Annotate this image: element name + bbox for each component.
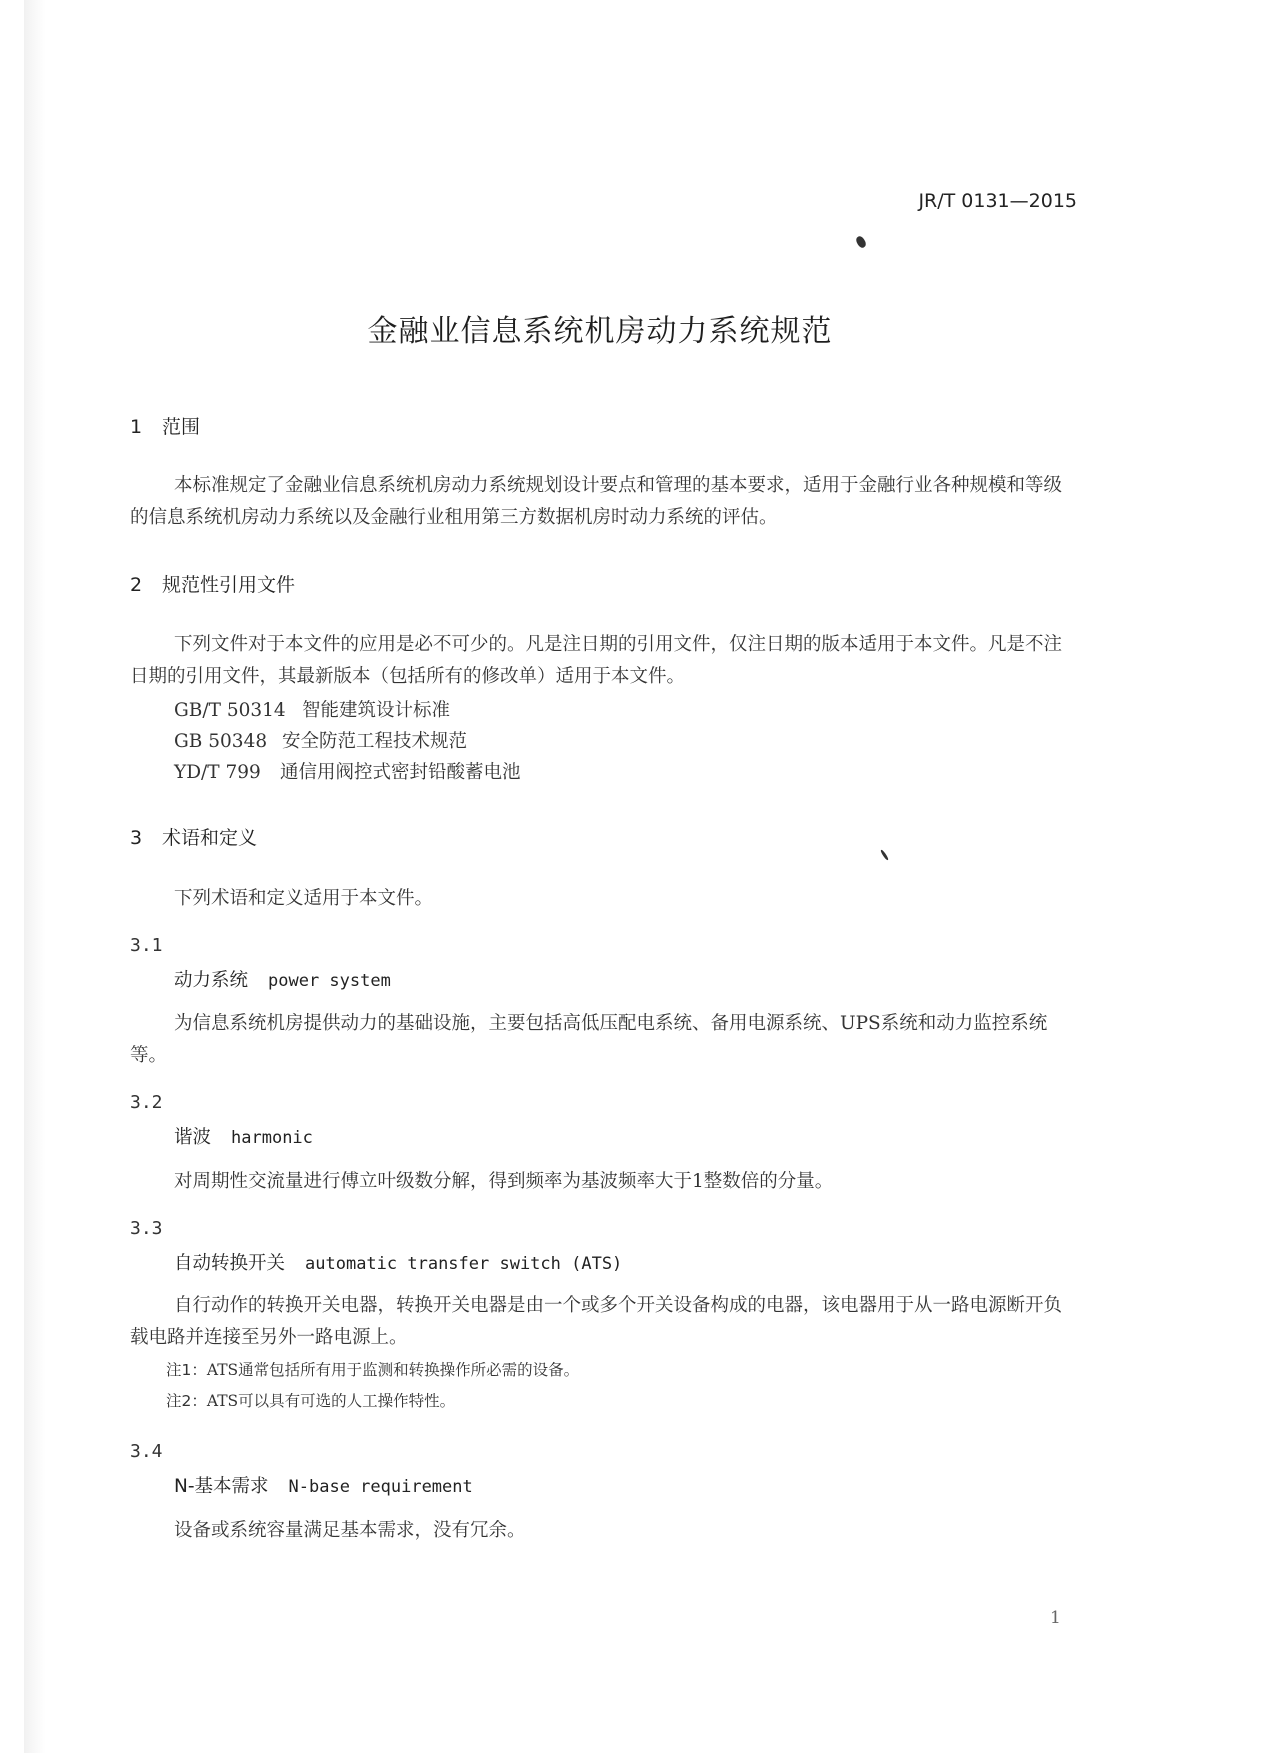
section-heading-terms: [130, 823, 257, 850]
term-definition: 设备或系统容量满足基本需求，没有冗余。: [174, 1520, 526, 1541]
reference-code: GB 50348: [174, 731, 268, 752]
term-definition: 自行动作的转换开关电器，转换开关电器是由一个或多个开关设备构成的电器，该电器用于从一路电源断开负载电路并连接至另外一路电源上。: [130, 1295, 1063, 1348]
standard-number: JR/T 0131—2015: [918, 190, 1077, 212]
scan-shadow: [24, 0, 46, 1753]
page-number: 1: [1050, 1608, 1061, 1628]
note-text: ATS可以具有可选的人工操作特性。: [206, 1392, 456, 1410]
section-title: 规范性引用文件: [162, 574, 296, 596]
term-definition: 对周期性交流量进行傅立叶级数分解，得到频率为基波频率大于1整数倍的分量。: [174, 1171, 834, 1192]
term-entry: [174, 1249, 622, 1275]
section-title: 术语和定义: [162, 827, 258, 849]
scope-paragraph: 本标准规定了金融业信息系统机房动力系统规划设计要点和管理的基本要求，适用于金融行业各种规模和等级的信息系统机房动力系统以及金融行业租用第三方数据机房时动力系统的评估。: [130, 475, 1063, 528]
term-number: 3.2: [130, 1092, 163, 1113]
reference-item: [174, 758, 521, 784]
term-number: 3.3: [130, 1218, 163, 1239]
document-title: 金融业信息系统机房动力系统规范: [367, 314, 833, 349]
term-english: automatic transfer switch (ATS): [305, 1254, 623, 1274]
term-chinese: 动力系统: [174, 970, 249, 991]
note-label: 注1：: [166, 1361, 207, 1379]
reference-name: 安全防范工程技术规范: [282, 731, 468, 752]
reference-item: [174, 696, 450, 722]
section-heading-scope: [130, 412, 200, 439]
term-chinese: N-基本需求: [174, 1476, 269, 1497]
reference-code: YD/T 799: [174, 762, 261, 783]
term-english: N-base requirement: [288, 1477, 473, 1497]
terms-intro: 下列术语和定义适用于本文件。: [174, 888, 434, 909]
term-number: 3.1: [130, 935, 163, 956]
section-title: 范围: [162, 416, 201, 438]
reference-item: [174, 727, 467, 753]
term-note: [166, 1389, 455, 1411]
term-chinese: 自动转换开关: [174, 1253, 286, 1274]
note-label: 注2：: [166, 1392, 207, 1410]
note-text: ATS通常包括所有用于监测和转换操作所必需的设备。: [206, 1361, 580, 1379]
section-heading-normative-references: [130, 570, 295, 597]
term-chinese: 谐波: [174, 1127, 212, 1148]
term-number: 3.4: [130, 1441, 163, 1462]
section-number: 1: [130, 416, 143, 438]
term-english: power system: [268, 971, 391, 991]
references-paragraph: 下列文件对于本文件的应用是必不可少的。凡是注日期的引用文件，仅注日期的版本适用于本文件。凡是不注日期的引用文件，其最新版本（包括所有的修改单）适用于本文件。: [130, 634, 1063, 687]
term-definition: 为信息系统机房提供动力的基础设施，主要包括高低压配电系统、备用电源系统、UPS系统和动力监控系统等。: [130, 1013, 1048, 1066]
reference-name: 智能建筑设计标准: [302, 700, 451, 721]
term-entry: [174, 1123, 313, 1149]
term-english: harmonic: [231, 1128, 313, 1148]
term-entry: [174, 1472, 473, 1498]
ink-speck: [854, 235, 867, 249]
ink-speck: [880, 849, 889, 861]
term-note: [166, 1358, 579, 1380]
section-number: 2: [130, 574, 143, 596]
term-entry: [174, 966, 391, 992]
reference-name: 通信用阀控式密封铅酸蓄电池: [280, 762, 521, 783]
reference-code: GB/T 50314: [174, 700, 286, 721]
section-number: 3: [130, 827, 143, 849]
